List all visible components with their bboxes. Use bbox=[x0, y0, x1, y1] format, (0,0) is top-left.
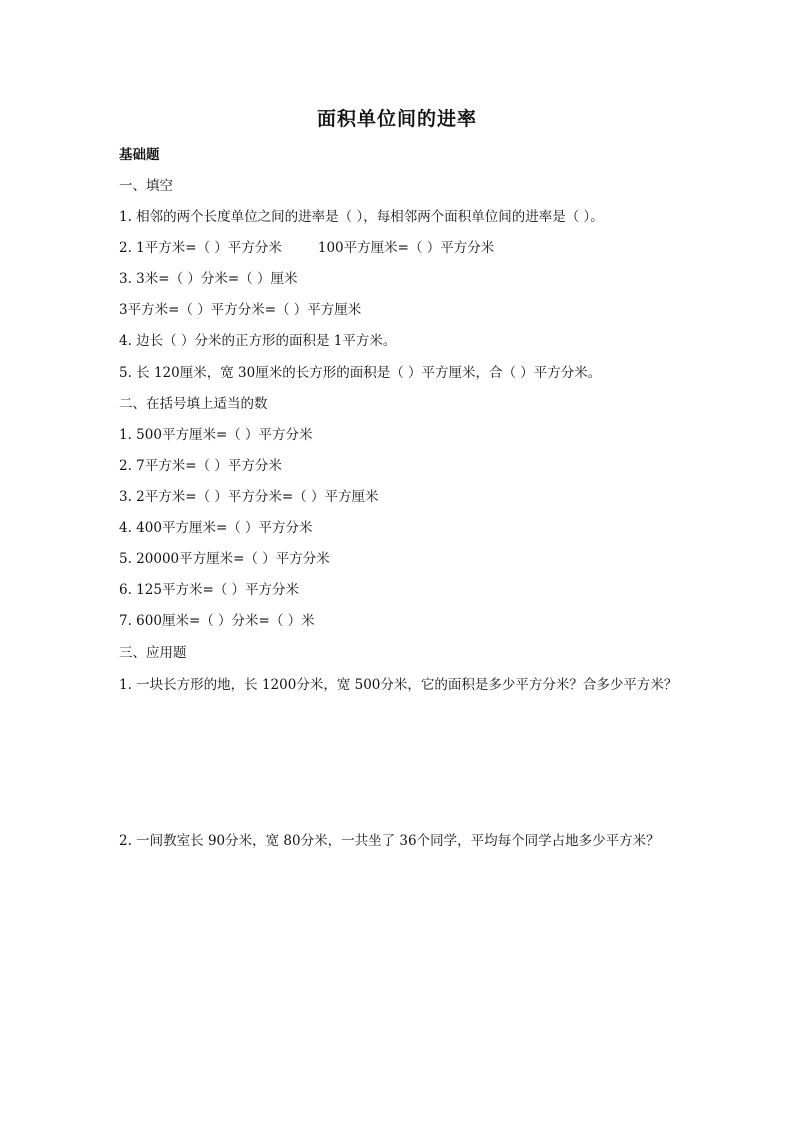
section1-question-2 bbox=[119, 239, 494, 257]
section1-question-2b: 100平方厘米=（ ）平方分米 bbox=[317, 240, 495, 256]
subtitle: 基础题 bbox=[119, 147, 160, 163]
section2-item-1: 1. 500平方厘米=（ ）平方分米 bbox=[119, 427, 313, 443]
section2-item-4: 4. 400平方厘米=（ ）平方分米 bbox=[119, 520, 313, 536]
section2-heading: 二、在括号填上适当的数 bbox=[119, 396, 268, 412]
section1-question-4: 4. 边长（ ）分米的正方形的面积是 1平方米。 bbox=[119, 333, 397, 349]
section1-heading: 一、填空 bbox=[119, 178, 173, 194]
section1-question-5: 5. 长 120厘米，宽 30厘米的长方形的面积是（ ）平方厘米，合（ ）平方分米。 bbox=[119, 365, 602, 381]
section3-question-2: 2. 一间教室长 90分米，宽 80分米，一共坐了 36个同学，平均每个同学占地多少平方米？ bbox=[119, 833, 660, 849]
section1-question-3b: 3平方米=（ ）平方分米=（ ）平方厘米 bbox=[119, 302, 362, 318]
section1-question-3a: 3. 3米=（ ）分米=（ ）厘米 bbox=[119, 271, 298, 287]
section2-item-5: 5. 20000平方厘米=（ ）平方分米 bbox=[119, 551, 330, 567]
page-title: 面积单位间的进率 bbox=[316, 108, 477, 130]
section1-question-2a: 2. 1平方米=（ ）平方分米 bbox=[119, 240, 282, 256]
section3-question-1: 1. 一块长方形的地，长 1200分米，宽 500分米，它的面积是多少平方分米？合多少平方米？ bbox=[119, 677, 678, 693]
section3-heading: 三、应用题 bbox=[119, 645, 187, 661]
section2-item-2: 2. 7平方米=（ ）平方分米 bbox=[119, 458, 282, 474]
section1-question-1: 1. 相邻的两个长度单位之间的进率是（ ），每相邻两个面积单位间的进率是（ ）。 bbox=[119, 209, 604, 225]
section2-item-6: 6. 125平方米=（ ）平方分米 bbox=[119, 582, 300, 598]
section2-item-3: 3. 2平方米=（ ）平方分米=（ ）平方厘米 bbox=[119, 489, 379, 505]
section2-item-7: 7. 600厘米=（ ）分米=（ ）米 bbox=[119, 613, 315, 629]
